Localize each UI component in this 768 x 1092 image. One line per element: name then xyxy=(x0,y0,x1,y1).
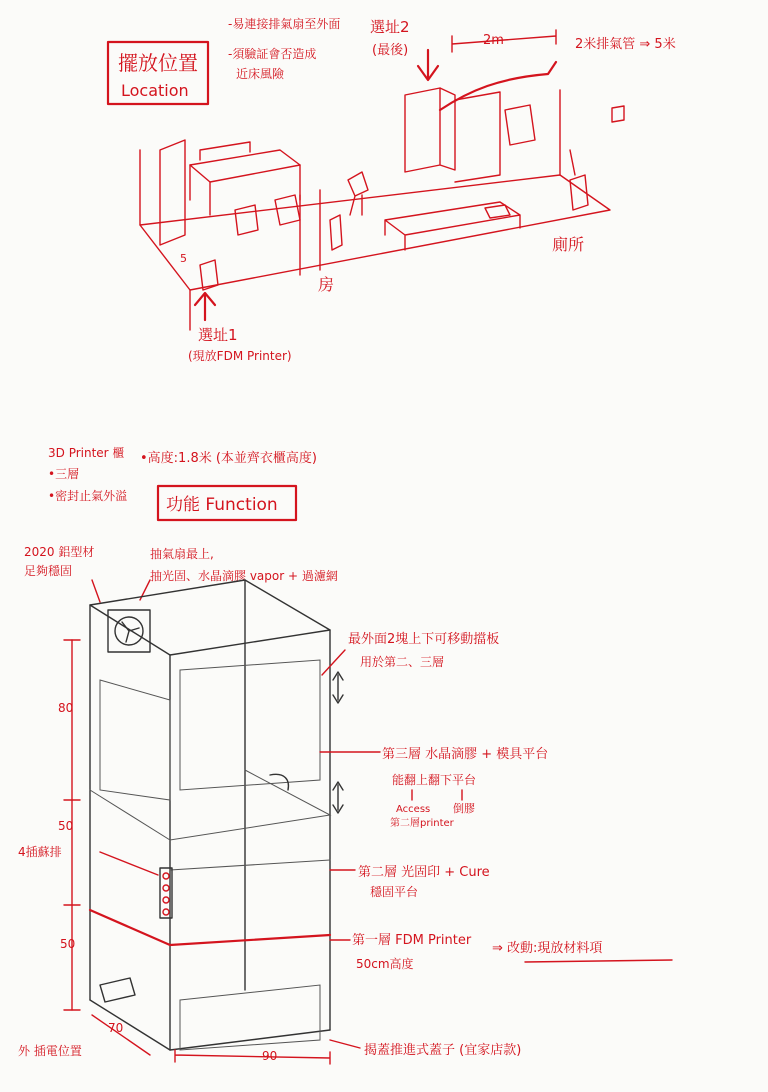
socket-icon xyxy=(163,909,169,915)
office-chair xyxy=(348,172,368,215)
fan-blades xyxy=(122,622,139,642)
toilet-label: 廁所 xyxy=(552,235,585,254)
location-title-en: Location xyxy=(121,81,189,100)
door-pointer xyxy=(330,1040,360,1048)
panels-pointer xyxy=(322,650,345,675)
dim-left: 5 xyxy=(180,252,187,265)
duct-label: 2米排氣管 ⇒ 5米 xyxy=(575,37,676,52)
right-wardrobe xyxy=(455,92,500,182)
location-title-zh: 擺放位置 xyxy=(118,51,198,75)
layer2-label: 第二層 光固印 + Cure xyxy=(358,865,490,880)
location-note-1: -易連接排氣扇至外面 xyxy=(228,17,341,31)
height-note: •高度:1.8米 (本並齊衣櫃高度) xyxy=(140,451,317,466)
dim-width: 90 xyxy=(262,1049,278,1063)
socket-icon xyxy=(163,897,169,903)
side-chair xyxy=(570,150,588,210)
layer3-label: 第三層 水晶滴膠 + 模具平台 xyxy=(382,747,549,762)
access-note-2: 第二層printer xyxy=(390,818,454,829)
change-underline xyxy=(525,960,672,962)
header-line-1: 3D Printer 櫃 xyxy=(48,446,125,460)
frame-note-2: 足夠穩固 xyxy=(24,564,73,578)
distance-label: 2m xyxy=(483,33,504,48)
location-section xyxy=(108,16,676,363)
site2-cabinet xyxy=(405,88,455,172)
function-section xyxy=(18,445,672,1064)
left-wardrobe xyxy=(160,140,185,245)
office-chair-2 xyxy=(330,215,342,250)
frame-note-1: 2020 鋁型材 xyxy=(24,545,95,559)
desk-monitor xyxy=(200,142,250,160)
location-note-3: 近床風險 xyxy=(236,67,285,81)
chair-left xyxy=(235,205,258,235)
header-line-2: •三層 xyxy=(48,467,80,481)
layer1-sub: 50cm高度 xyxy=(356,957,414,971)
fan-note-1: 抽氣扇最上, xyxy=(150,547,214,561)
external-outlet xyxy=(100,978,135,1002)
layer2-sub: 穩固平台 xyxy=(370,885,419,899)
fan-note-2: 抽光固、水晶滴膠 vapor + 過濾網 xyxy=(150,569,338,583)
frame-pointer xyxy=(92,580,100,602)
header-line-3: •密封止氣外溢 xyxy=(48,489,128,503)
pour-note: 倒膠 xyxy=(453,802,475,815)
door-label: 揭蓋推進式蓋子 (宜家店款) xyxy=(364,1043,522,1058)
site1-label: 選址1 xyxy=(198,326,238,344)
room-walls xyxy=(140,90,560,225)
basin xyxy=(505,105,535,145)
dim-h-top: 80 xyxy=(58,701,74,715)
width-dim-line xyxy=(175,1050,330,1064)
sliding-panel-front xyxy=(180,660,320,790)
wall-item xyxy=(612,106,624,122)
outlets-pointer xyxy=(100,852,158,875)
board-3 xyxy=(90,770,330,840)
sliding-panel-left xyxy=(100,680,170,800)
access-note-1: Access xyxy=(396,804,431,815)
panels-note-2: 用於第二、三層 xyxy=(360,655,445,669)
bed xyxy=(385,202,520,250)
desk-top xyxy=(190,150,300,182)
flip-note: 能翻上翻下平台 xyxy=(392,773,477,787)
board-2 xyxy=(170,860,330,870)
site2-arrow xyxy=(418,50,438,80)
socket-icon xyxy=(163,885,169,891)
dim-h-mid: 50 xyxy=(58,819,74,833)
layer1-label: 第一層 FDM Printer xyxy=(352,933,472,948)
divider-wall xyxy=(300,190,320,275)
updown-arrow-mid xyxy=(333,782,343,813)
pillow xyxy=(485,205,510,218)
socket-icon xyxy=(163,873,169,879)
cabinet xyxy=(90,580,343,1050)
exhaust-duct xyxy=(440,62,556,110)
site2-label: 選址2 xyxy=(370,18,410,36)
dim-depth: 70 xyxy=(108,1021,124,1035)
flip-arrows xyxy=(412,790,462,800)
board-1 xyxy=(90,910,330,945)
chair-mid xyxy=(275,195,300,225)
location-note-2: -須驗証會否造成 xyxy=(228,47,317,61)
site2-note: (最後) xyxy=(372,43,409,58)
site1-note: (現放FDM Printer) xyxy=(188,349,292,363)
site1-printer xyxy=(200,260,218,290)
function-title: 功能 Function xyxy=(166,495,278,515)
ext-outlet-label: 外 插電位置 xyxy=(18,1044,82,1058)
updown-arrow-top xyxy=(333,672,343,703)
dim-h-bottom: 50 xyxy=(60,937,76,951)
distance-line xyxy=(452,30,556,52)
room-label: 房 xyxy=(318,275,335,294)
outlets-label: 4插蘇排 xyxy=(18,845,62,859)
change-note: ⇒ 改動:現放材料項 xyxy=(492,941,603,956)
panels-note-1: 最外面2塊上下可移動擋板 xyxy=(348,632,500,647)
site1-arrow xyxy=(195,293,215,320)
cabinet-bottom xyxy=(90,1000,330,1050)
